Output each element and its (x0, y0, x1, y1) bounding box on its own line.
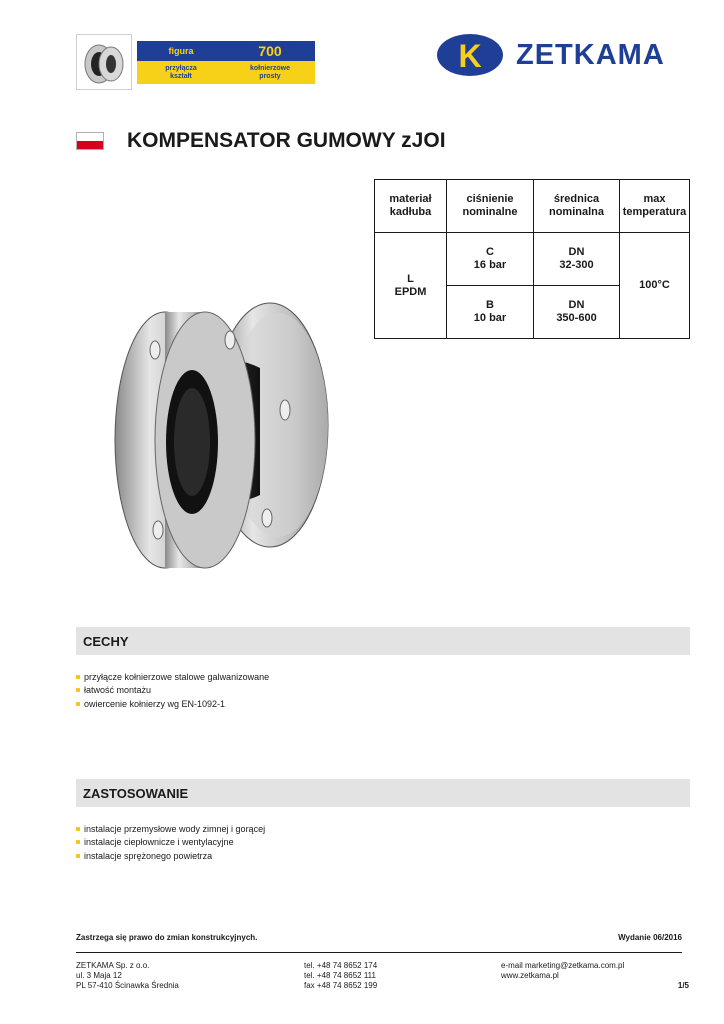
section-header-features: CECHY (76, 627, 690, 655)
cell-diameter: DN 350-600 (534, 286, 620, 339)
footer-phones: tel. +48 74 8652 174 tel. +48 74 8652 111 fax +48 74 8652 199 (304, 961, 378, 990)
zetkama-logo (436, 33, 692, 77)
section-header-applications: ZASTOSOWANIE (76, 779, 690, 807)
logo-name: ZETKAMA (516, 38, 665, 71)
cell-material: L EPDM (375, 233, 447, 339)
footer-website-link[interactable]: www.zetkama.pl (501, 971, 559, 980)
bullet-square-icon (76, 854, 80, 858)
cell-pressure: B 10 bar (447, 286, 534, 339)
footer-divider (76, 952, 682, 953)
bullet-square-icon (76, 827, 80, 831)
header-diameter: średnica nominalna (534, 180, 620, 233)
footer-edition: Wydanie 06/2016 (618, 933, 682, 942)
bullet-square-icon (76, 675, 80, 679)
figura-label: figura (168, 46, 194, 56)
footer-web (501, 961, 624, 981)
cell-max-temperature: 100°C (620, 233, 690, 339)
badge-left-line1: przyłącza (165, 64, 197, 72)
list-item: instalacje sprężonego powietrza (76, 849, 265, 863)
logo-letter: K (458, 38, 482, 74)
spec-table (374, 179, 690, 339)
bullet-square-icon (76, 702, 80, 706)
features-list (76, 670, 269, 711)
list-item: łatwość montażu (76, 684, 269, 698)
list-item: instalacje ciepłownicze i wentylacyjne (76, 836, 265, 850)
page-number: 1/5 (677, 981, 689, 990)
cell-pressure: C 16 bar (447, 233, 534, 286)
figure-badge (137, 41, 315, 84)
header-material: materiał kadłuba (375, 180, 447, 233)
footer-email-link[interactable]: e-mail marketing@zetkama.com.pl (501, 961, 625, 970)
badge-right-line2: prosty (259, 72, 281, 80)
bullet-square-icon (76, 688, 80, 692)
k-logo-icon (436, 33, 504, 77)
footer-company-address: ZETKAMA Sp. z o.o. ul. 3 Maja 12 PL 57-410 Ścinawka Średnia (76, 961, 179, 990)
polish-flag-icon (76, 132, 104, 150)
badge-left-line2: kształt (170, 72, 192, 80)
applications-list (76, 822, 265, 863)
badge-connection-type (137, 65, 225, 81)
cell-diameter: DN 32-300 (534, 233, 620, 286)
figura-number: 700 (258, 43, 282, 59)
list-item: owiercenie kołnierzy wg EN-1092-1 (76, 697, 269, 711)
list-item: przyłącze kołnierzowe stalowe galwanizowane (76, 670, 269, 684)
header-pressure: ciśnienie nominalne (447, 180, 534, 233)
product-image (110, 290, 340, 600)
bullet-square-icon (76, 840, 80, 844)
badge-right-line1: kołnierzowe (249, 64, 291, 72)
badge-connection-value (225, 65, 315, 81)
header-max-temperature: max temperatura (620, 180, 690, 233)
product-thumbnail-image (76, 34, 132, 90)
footer-disclaimer: Zastrzega się prawo do zmian konstrukcyjnych. (76, 933, 258, 942)
page-title: KOMPENSATOR GUMOWY zJOI (127, 129, 446, 152)
list-item: instalacje przemysłowe wody zimnej i gorącej (76, 822, 265, 836)
